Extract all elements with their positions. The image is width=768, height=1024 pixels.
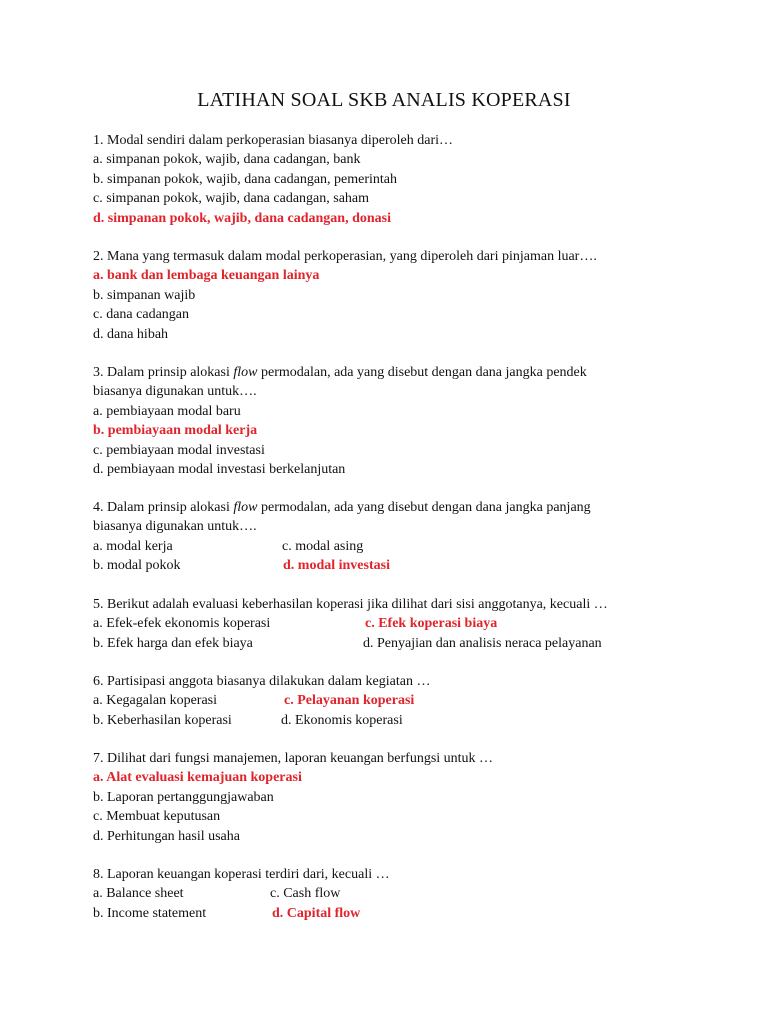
question-7-option-a-answer: a. Alat evaluasi kemajuan koperasi (93, 770, 302, 786)
question-1-stem: 1. Modal sendiri dalam perkoperasian biasanya diperoleh dari… (93, 133, 453, 148)
question-4-stem-start: 4. Dalam prinsip alokasi (93, 500, 234, 515)
question-3-stem (93, 363, 693, 382)
page-title: LATIHAN SOAL SKB ANALIS KOPERASI (197, 89, 571, 111)
question-4-stem (93, 498, 693, 517)
question-2-option-b: b. simpanan wajib (93, 287, 196, 303)
question-5-option-c-answer: c. Efek koperasi biaya (365, 616, 498, 632)
question-7-option-c: c. Membuat keputusan (93, 809, 221, 825)
question-8-option-b: b. Income statement (93, 905, 207, 921)
question-5-stem: 5. Berikut adalah evaluasi keberhasilan koperasi jika dilihat dari sisi anggotanya, kecuali … (93, 597, 608, 612)
question-4-option-a: a. modal kerja (93, 538, 173, 554)
question-1 (93, 131, 693, 228)
question-5-option-d: d. Penyajian dan analisis neraca pelayanan (363, 635, 602, 651)
question-7 (93, 749, 693, 846)
question-2-option-c: c. dana cadangan (93, 307, 189, 323)
question-6-option-b: b. Keberhasilan koperasi (93, 712, 232, 728)
question-8-option-c: c. Cash flow (270, 886, 341, 902)
question-6-option-c-answer: c. Pelayanan koperasi (284, 693, 415, 709)
question-5-row-1 (93, 614, 693, 633)
question-2 (93, 247, 693, 344)
question-5-row-2 (93, 634, 693, 653)
question-4 (93, 498, 693, 576)
question-2-stem: 2. Mana yang termasuk dalam modal perkoperasian, yang diperoleh dari pinjaman luar…. (93, 249, 597, 264)
question-5 (93, 595, 693, 653)
question-4-stem-end: permodalan, ada yang disebut dengan dana jangka panjang (257, 500, 591, 515)
question-4-stem-line2: biasanya digunakan untuk…. (93, 519, 257, 535)
question-5-option-b: b. Efek harga dan efek biaya (93, 635, 253, 651)
question-6-row-2 (93, 711, 693, 730)
question-4-option-b: b. modal pokok (93, 558, 181, 574)
question-3-stem-line2: biasanya digunakan untuk…. (93, 384, 257, 400)
question-8-row-2 (93, 904, 693, 923)
question-6-stem: 6. Partisipasi anggota biasanya dilakukan dalam kegiatan … (93, 674, 431, 689)
question-7-option-d: d. Perhitungan hasil usaha (93, 828, 240, 844)
question-3-option-a: a. pembiayaan modal baru (93, 403, 241, 419)
question-3-stem-end: permodalan, ada yang disebut dengan dana jangka pendek (257, 365, 587, 380)
question-3-option-b-answer: b. pembiayaan modal kerja (93, 423, 258, 439)
question-3-option-c: c. pembiayaan modal investasi (93, 442, 265, 458)
question-8 (93, 865, 693, 923)
question-4-stem-flow: flow (233, 500, 258, 515)
question-8-option-d-answer: d. Capital flow (272, 905, 361, 921)
question-1-option-c: c. simpanan pokok, wajib, dana cadangan, saham (93, 191, 370, 207)
question-6 (93, 672, 693, 730)
question-1-option-a: a. simpanan pokok, wajib, dana cadangan, bank (93, 152, 361, 168)
question-5-option-a: a. Efek-efek ekonomis koperasi (93, 616, 271, 632)
question-1-option-d-answer: d. simpanan pokok, wajib, dana cadangan, donasi (93, 210, 392, 226)
question-2-option-a-answer: a. bank dan lembaga keuangan lainya (93, 268, 320, 284)
question-3-option-d: d. pembiayaan modal investasi berkelanjutan (93, 462, 346, 478)
question-3 (93, 363, 693, 479)
question-6-option-a: a. Kegagalan koperasi (93, 693, 217, 709)
question-3-stem-flow: flow (233, 365, 258, 380)
question-8-row-1 (93, 884, 693, 903)
question-3-stem-start: 3. Dalam prinsip alokasi (93, 365, 234, 380)
question-2-option-d: d. dana hibah (93, 326, 169, 342)
question-4-row-2 (93, 556, 693, 575)
question-4-option-d-answer: d. modal investasi (283, 558, 390, 574)
question-4-row-1 (93, 537, 693, 556)
question-1-option-b: b. simpanan pokok, wajib, dana cadangan, pemerintah (93, 171, 398, 187)
question-6-row-1 (93, 691, 693, 710)
question-6-option-d: d. Ekonomis koperasi (281, 712, 403, 728)
question-7-stem: 7. Dilihat dari fungsi manajemen, laporan keuangan berfungsi untuk … (93, 751, 494, 766)
question-8-stem: 8. Laporan keuangan koperasi terdiri dari, kecuali … (93, 867, 390, 882)
question-7-option-b: b. Laporan pertanggungjawaban (93, 789, 274, 805)
question-4-option-c: c. modal asing (282, 538, 364, 554)
question-8-option-a: a. Balance sheet (93, 886, 184, 902)
